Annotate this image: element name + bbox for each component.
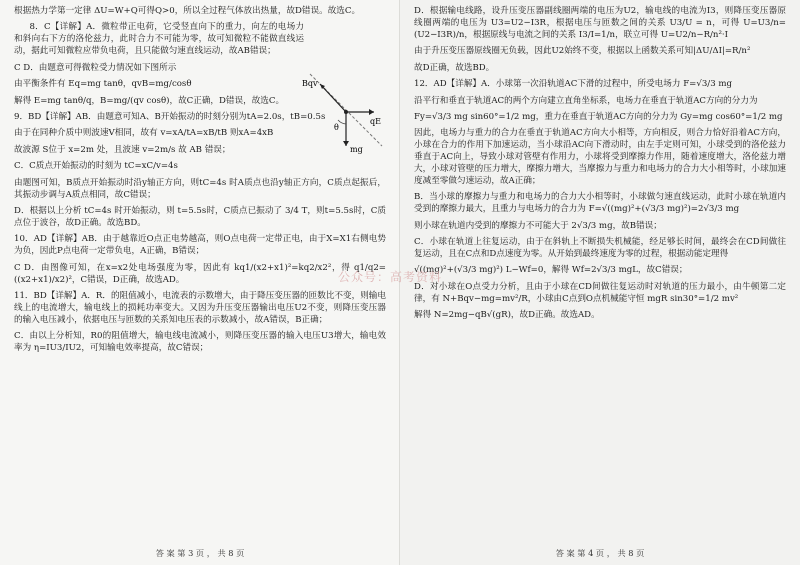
paragraph: B．当小球的摩擦力与重力和电场力的合力大小相等时，小球做匀速直线运动，此时小球在轨道内受到的摩擦力最大，且重力与电场力的合力为 F=√((mg)²+(√3/3 mg)²)=2√3/3 mg bbox=[414, 192, 786, 215]
paragraph: 故D正确，故选BD。 bbox=[414, 62, 495, 73]
paragraph: C．由以上分析知，R0的阻值增大，输电线电流减小，则降压变压器的输入电压U3增大，输电效率为 η=IU3/IU2，可知输电效率提高，故C错误； bbox=[14, 331, 386, 354]
label-qe: qE bbox=[370, 117, 381, 126]
paragraph: 12．AD【详解】A．小球第一次沿轨道AC下滑的过程中，所受电场力 F=√3/3 mg bbox=[414, 79, 733, 90]
paragraph: 则小球在轨道内受到的摩擦力不可能大于 2√3/3 mg，故B错误； bbox=[414, 220, 662, 231]
paragraph: 由于在同种介质中则波速V相同，故有 v=xA/tA=xB/tB 则xA=4xB bbox=[14, 128, 274, 139]
page-footer: 答 案 第 3 页 ， 共 8 页 bbox=[155, 547, 245, 558]
paragraph: 因此，电场力与重力的合力在垂直于轨道AC方向大小相等，方向相反，则合力恰好沿着AC方向，小球在合力的作用下加速运动，当小球沿AC向下滑动时，由左手定则可知，小球受到的洛伦兹力垂直于AC向上，导致小球对管壁有作用力，小球将受到摩擦力作用，随着速度增大，洛伦兹力增大，小球对管壁的压力增大，摩擦力增大，当摩擦力与重力和电场力的合力大小相等时，小球加速度减至零做匀速运动，故A正确； bbox=[414, 128, 786, 186]
paragraph: D．对小球在O点受力分析，且由于小球在CD间做往复运动时对轨道的压力最小，由牛顿第二定律，有 N+Bqv−mg=mv²/R，小球由C点到O点机械能守恒 mgR sin30°=1/2 mv² bbox=[414, 281, 786, 304]
paragraph: 解得 N=2mg−qB√(gR)，故D正确。故选AD。 bbox=[414, 310, 600, 321]
paragraph: Fy=√3/3 mg sin60°=1/2 mg，重力在垂直于轨道AC方向的分力为 Gy=mg cos60°=1/2 mg bbox=[414, 111, 783, 122]
force-diagram-svg bbox=[300, 72, 392, 154]
paragraph: 故波源 S位于 x=2m 处，且波速 v=2m/s 故 AB 错误； bbox=[14, 144, 231, 155]
label-theta: θ bbox=[334, 123, 339, 132]
label-bqv: Bqv bbox=[302, 79, 318, 88]
paragraph: 8．C【详解】A．微粒带正电荷，它受竖直向下的重力，向左的电场力和斜向右下方的洛伦兹力，此时合力不可能为零，故可知微粒不能做直线运动，据此可知微粒应带负电荷，且只能做匀速直线运动，故AB错误； bbox=[14, 22, 304, 57]
paragraph: 10．AD【详解】AB．由于越靠近O点正电势越高，则O点电荷一定带正电，由于X=X1右侧电势为负，因此P点电荷一定带负电，A正确，B错误； bbox=[14, 234, 386, 257]
paragraph: 由题图可知，B质点开始振动时沿y轴正方向，则tC=4s 时A质点也沿y轴正方向，C质点起振后，其振动步调与A质点相同，故C错误； bbox=[14, 177, 386, 200]
page-footer: 答 案 第 4 页 ， 共 8 页 bbox=[555, 547, 645, 558]
paragraph: C D．由题意可得微粒受力情况如下图所示 bbox=[14, 62, 177, 73]
paragraph: C．C质点开始振动的时刻为 tC=xC/v=4s bbox=[14, 161, 178, 172]
answer-page-4 bbox=[400, 0, 800, 565]
paragraph: 由于升压变压器原线圈无负载，因此U2始终不变，根据以上函数关系可知|ΔU/ΔI|=R/n² bbox=[414, 46, 751, 57]
paragraph: D．根据输电线路，设升压变压器副线圈两端的电压为U2，输电线的电流为I3，则降压变压器原线圈两端的电压为 U3=U2−I3R，根据电压与匝数之间的关系 U3/U = n，可得 U=U3/n=(U2−I3R)/n，根据原线与电流之间的关系 I3/I=1/n，联立可得 U=U2/n−R/n²·I bbox=[414, 6, 786, 40]
paragraph: 沿平行和垂直于轨道AC的两个方向建立直角坐标系，电场力在垂直于轨道AC方向的分力为 bbox=[414, 95, 758, 106]
paragraph: C．小球在轨道上往复运动，由于在斜轨上不断损失机械能，经足够长时间，最终会在CD间做往复运动，且在C点和D点速度为零。从开始到最终速度为零的过程，根据动能定理得 bbox=[414, 237, 786, 259]
paragraph: 根据热力学第一定律 ΔU=W+Q可得Q>0，所以全过程气体放出热量，故D错误。故选C。 bbox=[14, 6, 361, 16]
paragraph: C D．由图像可知，在x=x2处电场强度为零，因此有 kq1/(x2+x1)²=kq2/x2²，得 q1/q2=((x2+x1)/x2)²，C错误，D正确，故选AD。 bbox=[14, 262, 386, 285]
paragraph: D．根据以上分析 tC=4s 时开始振动，则 t=5.5s时，C质点已振动了 3/4 T，则t=5.5s时，C质点位于波谷，故D正确。故选BD。 bbox=[14, 206, 386, 228]
paragraph: 解得 E=mg tanθ/q，B=mg/(qv cosθ)，故C正确，D错误，故选C。 bbox=[14, 95, 285, 106]
paragraph: √((mg)²+(√3/3 mg)²) L−Wf=0，解得 Wf=2√3/3 mgL，故C错误； bbox=[414, 265, 688, 276]
watermark: 公众号：高考资料 bbox=[338, 270, 443, 284]
label-mg: mg bbox=[350, 145, 363, 154]
paragraph: 由平衡条件有 Eq=mg tanθ，qvB=mg/cosθ bbox=[14, 79, 192, 90]
paragraph: 9．BD【详解】AB．由题意可知A、B开始振动的时刻分别为tA=2.0s，tB=0.5s bbox=[14, 111, 326, 122]
force-diagram bbox=[300, 72, 392, 154]
paragraph: 11．BD【详解】A．R．的阻值减小，电流表的示数增大，由于降压变压器的匝数比不变，则输电线上的电流增大，输电线上的损耗功率变大。又因为升压变压器输出电压U2不变，则降压变压器的输入电压减小，依据电压与匝数的关系知电压表的示数减小，故A错误，B正确； bbox=[14, 291, 386, 325]
